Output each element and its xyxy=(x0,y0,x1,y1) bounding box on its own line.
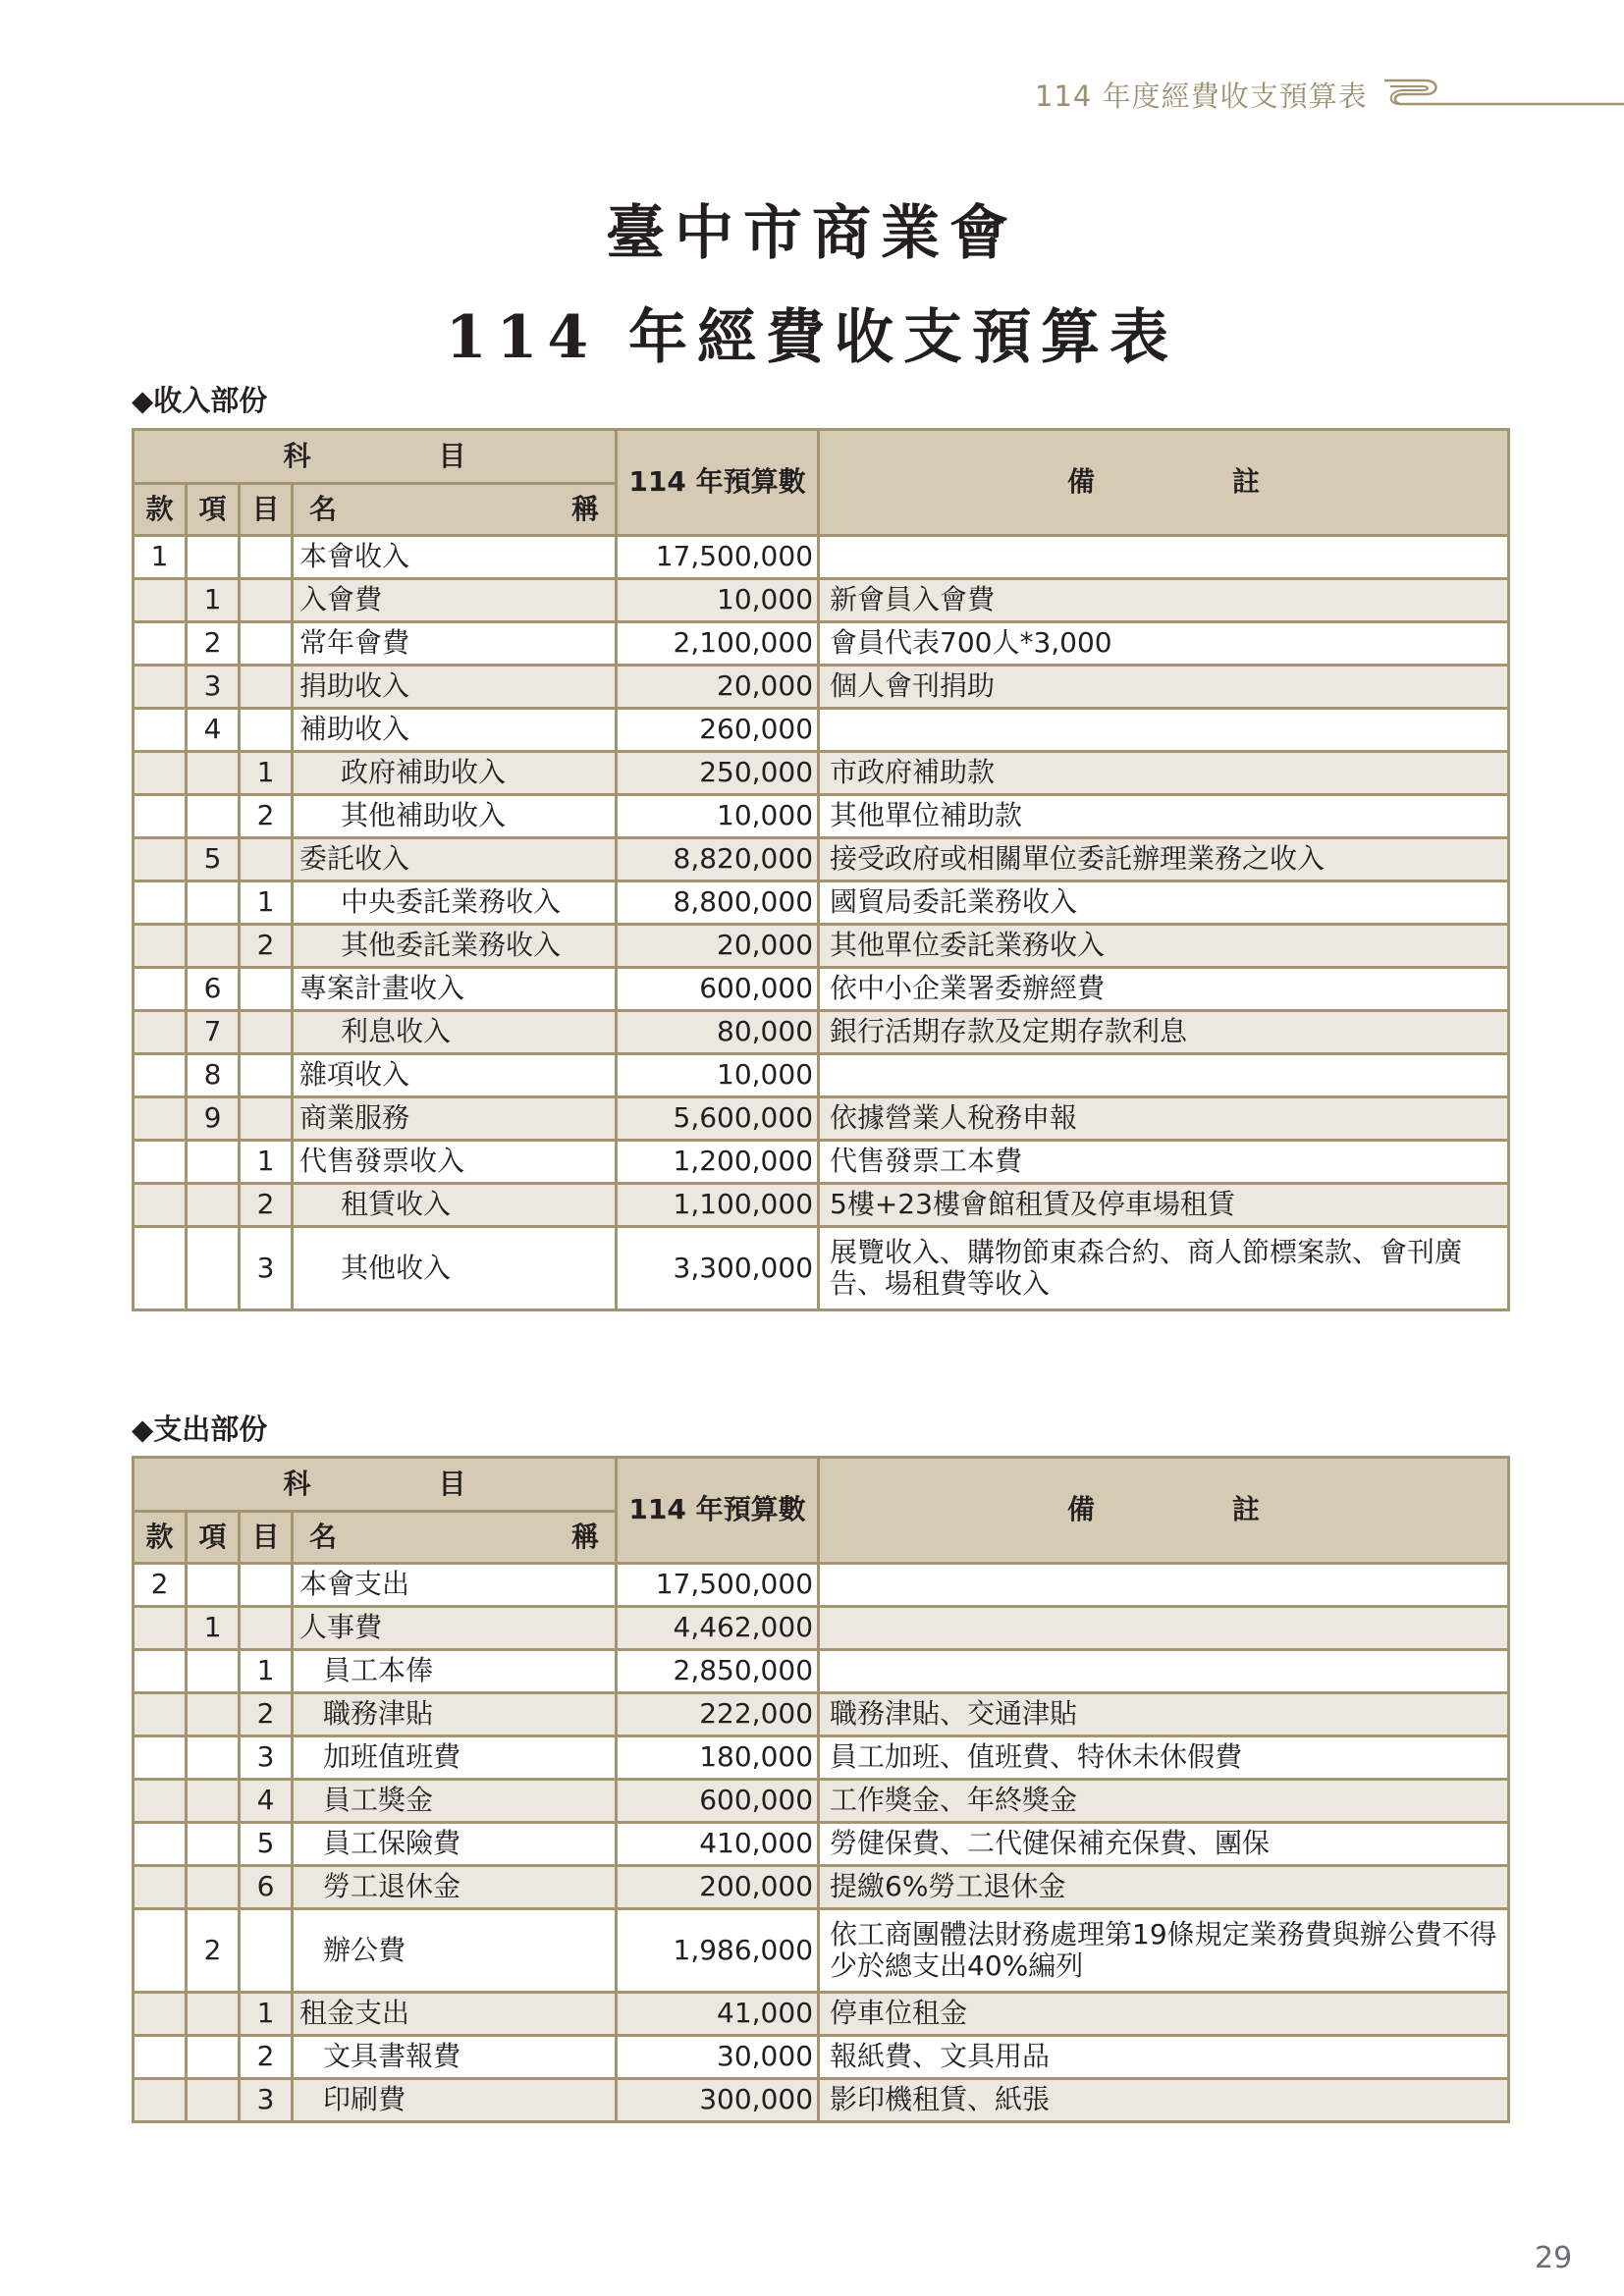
note-cell: 員工加班、值班費、特休未休假費 xyxy=(819,1736,1509,1780)
mu-cell: 2 xyxy=(240,2036,293,2079)
xiang-cell xyxy=(187,881,240,925)
kuan-cell xyxy=(134,1184,187,1227)
table-row xyxy=(134,1097,1509,1141)
note-cell xyxy=(819,1054,1509,1097)
note-cell: 影印機租賃、紙張 xyxy=(819,2079,1509,2122)
kuan-cell xyxy=(134,1097,187,1141)
name-cell: 政府補助收入 xyxy=(293,752,617,795)
amount-cell: 1,100,000 xyxy=(617,1184,819,1227)
amount-cell: 200,000 xyxy=(617,1866,819,1909)
xiang-cell xyxy=(187,752,240,795)
name-cell: 員工獎金 xyxy=(293,1780,617,1823)
amount-cell: 250,000 xyxy=(617,752,819,795)
running-header: 114 年度經費收支預算表 xyxy=(1035,80,1368,113)
mu-cell: 2 xyxy=(240,1693,293,1736)
amount-cell: 5,600,000 xyxy=(617,1097,819,1141)
table-row xyxy=(134,1780,1509,1823)
xiang-cell xyxy=(187,1823,240,1866)
name-cell: 辦公費 xyxy=(293,1909,617,1993)
table-row xyxy=(134,1650,1509,1693)
name-cell: 委託收入 xyxy=(293,838,617,881)
name-cell: 本會收入 xyxy=(293,536,617,579)
expense-table xyxy=(132,1456,1510,2123)
kuan-cell xyxy=(134,968,187,1011)
name-cell: 加班值班費 xyxy=(293,1736,617,1780)
name-cell: 商業服務 xyxy=(293,1097,617,1141)
amount-cell: 20,000 xyxy=(617,925,819,968)
kuan-cell xyxy=(134,1823,187,1866)
amount-cell: 80,000 xyxy=(617,1011,819,1054)
amount-cell: 10,000 xyxy=(617,1054,819,1097)
document-title: 114 年經費收支預算表 xyxy=(445,303,1179,372)
xiang-cell xyxy=(187,536,240,579)
amount-cell: 17,500,000 xyxy=(617,1564,819,1607)
mu-header: 目 xyxy=(240,484,293,536)
amount-cell: 10,000 xyxy=(617,579,819,622)
note-cell xyxy=(819,709,1509,752)
mu-cell: 3 xyxy=(240,1736,293,1780)
income-section-heading: ◆收入部份 xyxy=(132,384,268,417)
kuan-cell xyxy=(134,1780,187,1823)
name-cell: 常年會費 xyxy=(293,622,617,666)
kuan-cell xyxy=(134,838,187,881)
mu-cell xyxy=(240,1564,293,1607)
mu-cell: 1 xyxy=(240,1993,293,2036)
xiang-cell xyxy=(187,795,240,838)
mu-cell xyxy=(240,1097,293,1141)
table-row xyxy=(134,536,1509,579)
xiang-cell: 7 xyxy=(187,1011,240,1054)
table-row xyxy=(134,1909,1509,1993)
note-cell: 工作獎金、年終獎金 xyxy=(819,1780,1509,1823)
xiang-cell xyxy=(187,1693,240,1736)
mu-cell: 2 xyxy=(240,925,293,968)
kuan-cell xyxy=(134,1866,187,1909)
xiang-cell xyxy=(187,1564,240,1607)
organization-title: 臺中市商業會 xyxy=(606,199,1018,268)
name-header-right: 稱 xyxy=(571,492,600,525)
kuan-cell xyxy=(134,579,187,622)
kuan-cell xyxy=(134,1227,187,1310)
amount-cell: 180,000 xyxy=(617,1736,819,1780)
amount-cell: 2,100,000 xyxy=(617,622,819,666)
table-row xyxy=(134,622,1509,666)
remark-header: 備註 xyxy=(819,1458,1509,1564)
table-row xyxy=(134,881,1509,925)
name-header-left: 名 xyxy=(309,492,338,525)
table-row xyxy=(134,838,1509,881)
table-row xyxy=(134,666,1509,709)
name-cell: 印刷費 xyxy=(293,2079,617,2122)
amount-cell: 41,000 xyxy=(617,1993,819,2036)
table-row xyxy=(134,795,1509,838)
remark-header: 備註 xyxy=(819,430,1509,536)
table-row xyxy=(134,968,1509,1011)
name-header xyxy=(293,484,617,536)
note-cell xyxy=(819,1650,1509,1693)
mu-cell xyxy=(240,968,293,1011)
table-row xyxy=(134,1993,1509,2036)
note-cell: 代售發票工本費 xyxy=(819,1141,1509,1184)
amount-cell: 17,500,000 xyxy=(617,536,819,579)
name-cell: 人事費 xyxy=(293,1607,617,1650)
kuan-cell xyxy=(134,2079,187,2122)
table-row xyxy=(134,1607,1509,1650)
table-row xyxy=(134,1693,1509,1736)
kuan-header: 款 xyxy=(134,484,187,536)
note-cell: 職務津貼、交通津貼 xyxy=(819,1693,1509,1736)
mu-cell: 2 xyxy=(240,795,293,838)
amount-cell: 8,820,000 xyxy=(617,838,819,881)
name-cell: 代售發票收入 xyxy=(293,1141,617,1184)
table-row xyxy=(134,2036,1509,2079)
mu-header: 目 xyxy=(240,1512,293,1564)
name-cell: 其他收入 xyxy=(293,1227,617,1310)
xiang-cell: 3 xyxy=(187,666,240,709)
name-cell: 補助收入 xyxy=(293,709,617,752)
name-cell: 其他委託業務收入 xyxy=(293,925,617,968)
kuan-cell xyxy=(134,881,187,925)
kuan-cell xyxy=(134,1736,187,1780)
kuan-cell xyxy=(134,925,187,968)
table-row xyxy=(134,2079,1509,2122)
income-table xyxy=(132,428,1510,1311)
table-row xyxy=(134,1141,1509,1184)
name-cell: 專案計畫收入 xyxy=(293,968,617,1011)
xiang-header: 項 xyxy=(187,484,240,536)
name-cell: 其他補助收入 xyxy=(293,795,617,838)
xiang-cell xyxy=(187,1780,240,1823)
xiang-cell: 8 xyxy=(187,1054,240,1097)
amount-cell: 600,000 xyxy=(617,1780,819,1823)
note-cell: 提繳6%勞工退休金 xyxy=(819,1866,1509,1909)
mu-cell xyxy=(240,1054,293,1097)
amount-cell: 300,000 xyxy=(617,2079,819,2122)
mu-cell xyxy=(240,709,293,752)
table-row xyxy=(134,1011,1509,1054)
note-cell: 勞健保費、二代健保補充保費、團保 xyxy=(819,1823,1509,1866)
note-cell: 接受政府或相關單位委託辦理業務之收入 xyxy=(819,838,1509,881)
name-cell: 租賃收入 xyxy=(293,1184,617,1227)
xiang-cell xyxy=(187,1736,240,1780)
mu-cell: 5 xyxy=(240,1823,293,1866)
amount-cell: 222,000 xyxy=(617,1693,819,1736)
amount-cell: 20,000 xyxy=(617,666,819,709)
table-row xyxy=(134,709,1509,752)
xiang-cell xyxy=(187,2036,240,2079)
mu-cell: 3 xyxy=(240,2079,293,2122)
mu-cell: 6 xyxy=(240,1866,293,1909)
xiang-cell xyxy=(187,1141,240,1184)
mu-cell xyxy=(240,622,293,666)
amount-cell: 260,000 xyxy=(617,709,819,752)
kuan-cell xyxy=(134,795,187,838)
table-row xyxy=(134,1054,1509,1097)
budget-header: 114 年預算數 xyxy=(617,1458,819,1564)
note-cell: 其他單位委託業務收入 xyxy=(819,925,1509,968)
note-cell: 依中小企業署委辦經費 xyxy=(819,968,1509,1011)
note-cell xyxy=(819,1607,1509,1650)
amount-cell: 1,986,000 xyxy=(617,1909,819,1993)
name-cell: 員工本俸 xyxy=(293,1650,617,1693)
name-cell: 租金支出 xyxy=(293,1993,617,2036)
name-cell: 入會費 xyxy=(293,579,617,622)
kuan-cell xyxy=(134,1909,187,1993)
note-cell: 依據營業人稅務申報 xyxy=(819,1097,1509,1141)
kuan-cell xyxy=(134,2036,187,2079)
amount-cell: 410,000 xyxy=(617,1823,819,1866)
table-row xyxy=(134,1736,1509,1780)
kemu-header: 科目 xyxy=(134,1458,617,1512)
note-cell: 5樓+23樓會館租賃及停車場租賃 xyxy=(819,1184,1509,1227)
kuan-cell xyxy=(134,666,187,709)
name-cell: 中央委託業務收入 xyxy=(293,881,617,925)
table-row xyxy=(134,1227,1509,1310)
mu-cell xyxy=(240,536,293,579)
kemu-header: 科目 xyxy=(134,430,617,484)
name-cell: 勞工退休金 xyxy=(293,1866,617,1909)
table-row xyxy=(134,1866,1509,1909)
table-row xyxy=(134,1564,1509,1607)
kuan-cell xyxy=(134,709,187,752)
kuan-cell: 1 xyxy=(134,536,187,579)
kuan-cell xyxy=(134,1011,187,1054)
xiang-cell xyxy=(187,925,240,968)
amount-cell: 1,200,000 xyxy=(617,1141,819,1184)
mu-cell xyxy=(240,579,293,622)
name-cell: 捐助收入 xyxy=(293,666,617,709)
kuan-cell: 2 xyxy=(134,1564,187,1607)
xiang-cell: 5 xyxy=(187,838,240,881)
name-cell: 員工保險費 xyxy=(293,1823,617,1866)
scroll-ornament-icon xyxy=(1382,71,1624,110)
xiang-cell xyxy=(187,1227,240,1310)
kuan-cell xyxy=(134,1054,187,1097)
xiang-cell: 6 xyxy=(187,968,240,1011)
mu-cell: 2 xyxy=(240,1184,293,1227)
table-row xyxy=(134,579,1509,622)
mu-cell xyxy=(240,1909,293,1993)
name-header-right: 稱 xyxy=(571,1520,600,1553)
mu-cell xyxy=(240,666,293,709)
name-cell: 文具書報費 xyxy=(293,2036,617,2079)
xiang-cell: 2 xyxy=(187,1909,240,1993)
xiang-header: 項 xyxy=(187,1512,240,1564)
kuan-header: 款 xyxy=(134,1512,187,1564)
amount-cell: 600,000 xyxy=(617,968,819,1011)
name-header xyxy=(293,1512,617,1564)
xiang-cell: 1 xyxy=(187,579,240,622)
income-rows xyxy=(134,536,1509,1310)
name-header-left: 名 xyxy=(309,1520,338,1553)
budget-header: 114 年預算數 xyxy=(617,430,819,536)
xiang-cell xyxy=(187,1866,240,1909)
note-cell: 停車位租金 xyxy=(819,1993,1509,2036)
note-cell: 其他單位補助款 xyxy=(819,795,1509,838)
note-cell: 個人會刊捐助 xyxy=(819,666,1509,709)
note-cell: 展覽收入、購物節東森合約、商人節標案款、會刊廣告、場租費等收入 xyxy=(819,1227,1509,1310)
mu-cell: 1 xyxy=(240,752,293,795)
note-cell xyxy=(819,1564,1509,1607)
expense-rows xyxy=(134,1564,1509,2122)
name-cell: 本會支出 xyxy=(293,1564,617,1607)
mu-cell xyxy=(240,1607,293,1650)
mu-cell: 3 xyxy=(240,1227,293,1310)
mu-cell: 1 xyxy=(240,881,293,925)
note-cell: 依工商團體法財務處理第19條規定業務費與辦公費不得少於總支出40%編列 xyxy=(819,1909,1509,1993)
xiang-cell xyxy=(187,2079,240,2122)
amount-cell: 4,462,000 xyxy=(617,1607,819,1650)
note-cell: 國貿局委託業務收入 xyxy=(819,881,1509,925)
mu-cell: 1 xyxy=(240,1141,293,1184)
kuan-cell xyxy=(134,1693,187,1736)
table-row xyxy=(134,1823,1509,1866)
xiang-cell: 1 xyxy=(187,1607,240,1650)
expense-section-heading: ◆支出部份 xyxy=(132,1413,268,1446)
kuan-cell xyxy=(134,622,187,666)
xiang-cell xyxy=(187,1650,240,1693)
name-cell: 利息收入 xyxy=(293,1011,617,1054)
name-cell: 雜項收入 xyxy=(293,1054,617,1097)
xiang-cell xyxy=(187,1993,240,2036)
xiang-cell: 2 xyxy=(187,622,240,666)
mu-cell: 1 xyxy=(240,1650,293,1693)
kuan-cell xyxy=(134,1141,187,1184)
amount-cell: 30,000 xyxy=(617,2036,819,2079)
table-row xyxy=(134,925,1509,968)
table-row xyxy=(134,1184,1509,1227)
note-cell: 銀行活期存款及定期存款利息 xyxy=(819,1011,1509,1054)
note-cell: 新會員入會費 xyxy=(819,579,1509,622)
kuan-cell xyxy=(134,1650,187,1693)
amount-cell: 8,800,000 xyxy=(617,881,819,925)
kuan-cell xyxy=(134,1607,187,1650)
name-cell: 職務津貼 xyxy=(293,1693,617,1736)
mu-cell xyxy=(240,838,293,881)
table-row xyxy=(134,752,1509,795)
page-number: 29 xyxy=(1535,2241,1573,2275)
note-cell xyxy=(819,536,1509,579)
kuan-cell xyxy=(134,752,187,795)
amount-cell: 10,000 xyxy=(617,795,819,838)
xiang-cell: 9 xyxy=(187,1097,240,1141)
note-cell: 會員代表700人*3,000 xyxy=(819,622,1509,666)
mu-cell xyxy=(240,1011,293,1054)
note-cell: 市政府補助款 xyxy=(819,752,1509,795)
amount-cell: 3,300,000 xyxy=(617,1227,819,1310)
mu-cell: 4 xyxy=(240,1780,293,1823)
xiang-cell: 4 xyxy=(187,709,240,752)
amount-cell: 2,850,000 xyxy=(617,1650,819,1693)
xiang-cell xyxy=(187,1184,240,1227)
kuan-cell xyxy=(134,1993,187,2036)
note-cell: 報紙費、文具用品 xyxy=(819,2036,1509,2079)
